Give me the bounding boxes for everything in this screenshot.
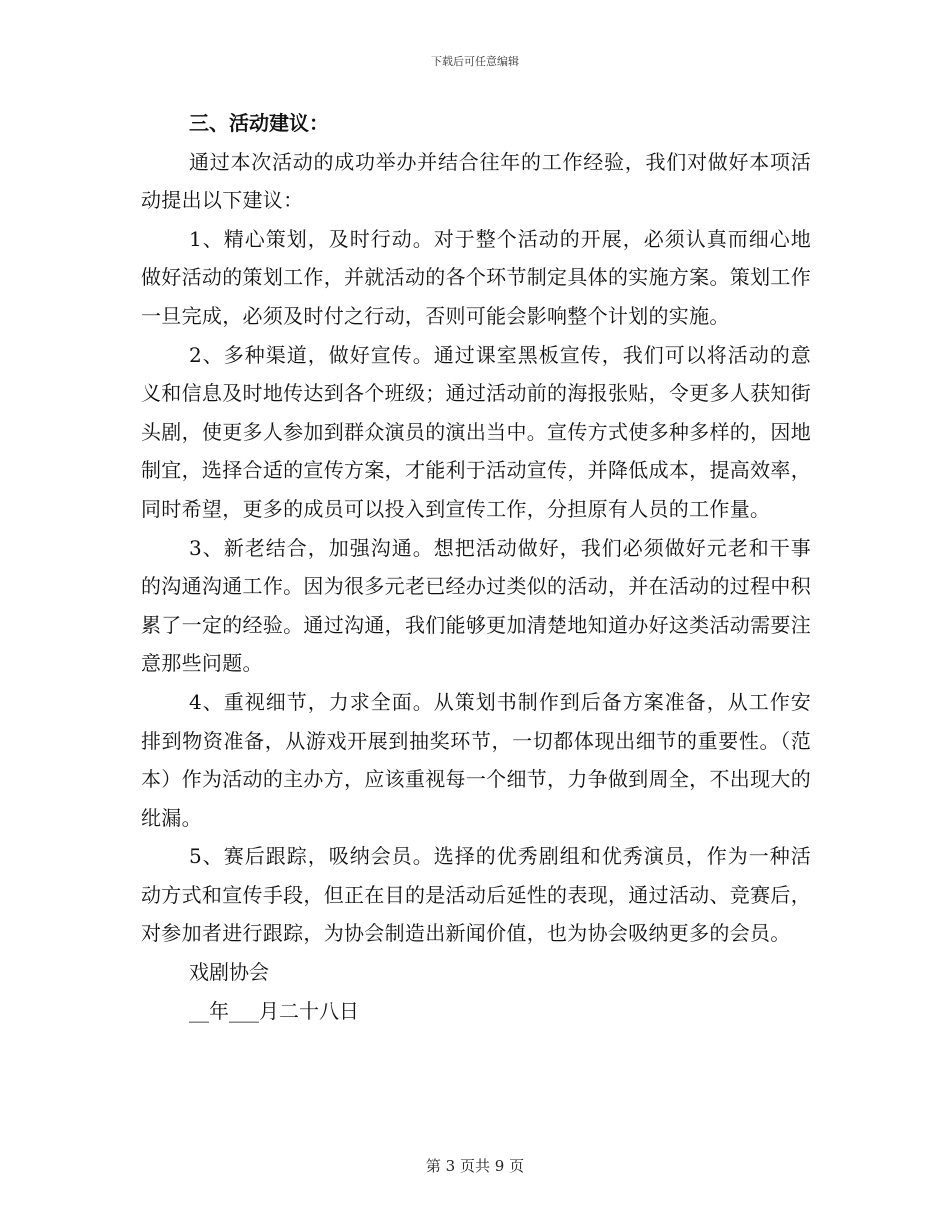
intro-paragraph: 通过本次活动的成功举办并结合往年的工作经验，我们对做好本项活动提出以下建议： [141,149,811,213]
document-body [141,104,811,1030]
signature-date: __年___月二十八日 [189,998,359,1023]
section-heading: 三、活动建议： [189,111,329,135]
suggestion-paragraph-4: 4、重视细节，力求全面。从策划书制作到后备方案准备，从工作安排到物资准备，从游戏开展到抽奖环节，一切都体现出细节的重要性。（范本）作为活动的主办方，应该重视每一个细节，力争做到周全，不出现大的纰漏。 [141,689,811,830]
suggestion-paragraph-5: 5、赛后跟踪，吸纳会员。选择的优秀剧组和优秀演员，作为一种活动方式和宣传手段，但正在目的是活动后延性的表现，通过活动、竞赛后，对参加者进行跟踪，为协会制造出新闻价值，也为协会吸纳更多的会员。 [141,844,811,946]
suggestion-paragraph-2: 2、多种渠道，做好宣传。通过课室黑板宣传，我们可以将活动的意义和信息及时地传达到各个班级；通过活动前的海报张贴，令更多人获知街头剧，使更多人参加到群众演员的演出当中。宣传方式使多种多样的，因地制宜，选择合适的宣传方案，才能利于活动宣传，并降低成本，提高效率，同时希望，更多的成员可以投入到宣传工作，分担原有人员的工作量。 [141,342,811,521]
suggestion-paragraph-3: 3、新老结合，加强沟通。想把活动做好，我们必须做好元老和干事的沟通沟通工作。因为很多元老已经办过类似的活动，并在活动的过程中积累了一定的经验。通过沟通，我们能够更加清楚地知道办好这类活动需要注意那些问题。 [141,535,811,676]
page-header-note: 下载后可任意编辑 [431,55,519,68]
page-number: 第 3 页共 9 页 [425,1157,525,1175]
suggestion-paragraph-1: 1、精心策划，及时行动。对于整个活动的开展，必须认真而细心地做好活动的策划工作，并就活动的各个环节制定具体的实施方案。策划工作一旦完成，必须及时付之行动，否则可能会影响整个计划的实施。 [141,226,811,328]
signature-organization: 戏剧协会 [189,960,269,985]
